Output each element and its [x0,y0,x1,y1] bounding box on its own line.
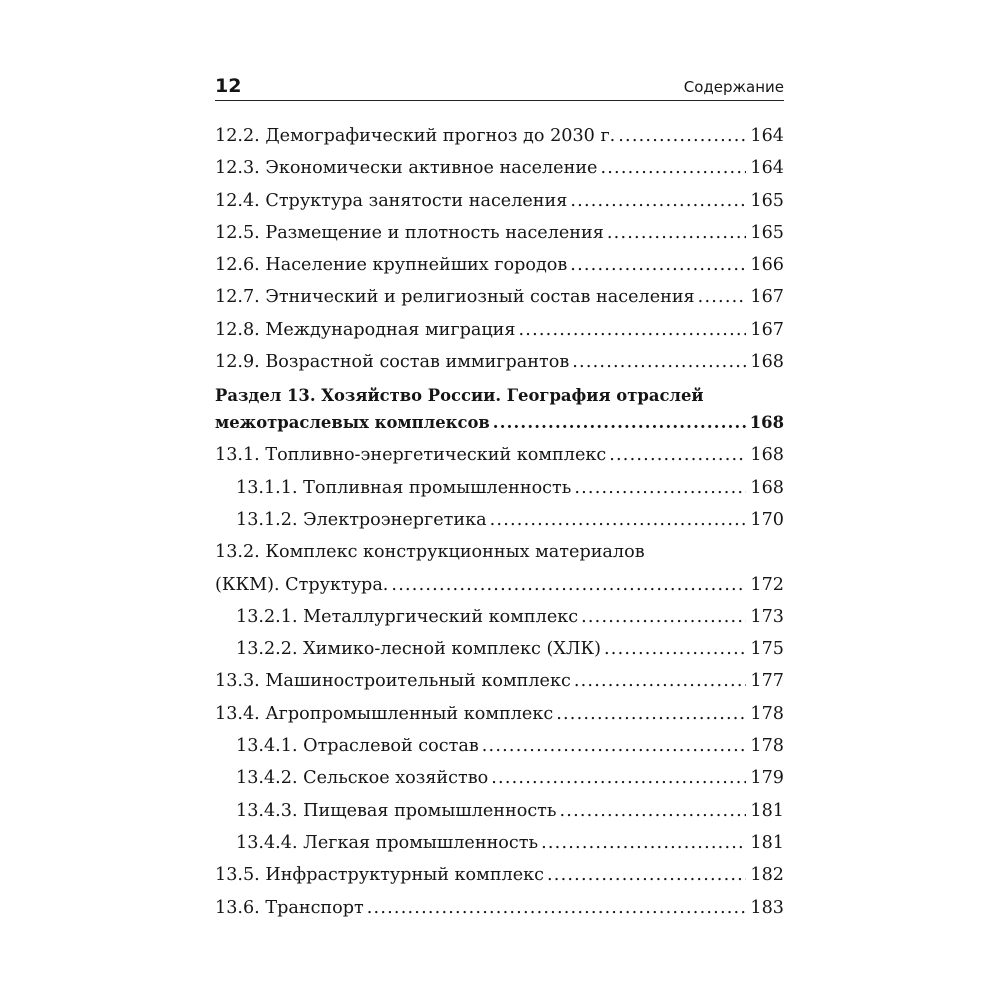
toc-entry-title: 13.1.1. Топливная промышленность [236,477,572,498]
toc-entry [215,314,784,346]
toc-entry-page-number: 181 [750,832,784,853]
toc-entry [215,698,784,730]
toc-entry-page-number: 168 [750,352,784,373]
table-of-contents [215,120,784,924]
toc-entry [215,185,784,217]
toc-entry-page-number: 178 [750,703,784,724]
toc-entry [215,217,784,249]
toc-entry-row [215,698,784,730]
toc-entry-title: 13.2.2. Химико-лесной комплекс (ХЛК) [236,639,602,660]
dot-leader [574,665,747,697]
dot-leader [600,152,746,184]
dot-leader [698,281,747,313]
toc-entry [215,281,784,313]
dot-leader [490,504,747,536]
dot-leader [541,827,746,859]
toc-entry-page-number: 167 [750,287,784,308]
toc-entry-title: 12.8. Международная миграция [215,319,516,340]
dot-leader [491,762,746,794]
toc-entry-page-number: 168 [750,445,784,466]
toc-entry-row [215,439,784,471]
dot-leader [493,409,746,436]
toc-entry-page-number: 178 [750,736,784,757]
toc-entry [215,346,784,378]
dot-leader [519,314,747,346]
toc-entry-page-number: 165 [750,190,784,211]
toc-entry-title-line1: Раздел 13. Хозяйство России. География отраслей [215,386,704,406]
toc-entry-page-number: 175 [750,639,784,660]
toc-entry-title: 12.6. Население крупнейших городов [215,255,568,276]
toc-entry-page-number: 166 [750,255,784,276]
toc-entry-page-number: 170 [750,509,784,530]
toc-entry-row [236,730,784,762]
toc-entry-title: 12.3. Экономически активное население [215,158,598,179]
toc-entry [215,504,784,536]
toc-entry-page-number: 168 [750,477,784,498]
toc-entry-page-number: 173 [750,606,784,627]
dot-leader [604,633,746,665]
toc-entry-title: 13.4. Агропромышленный комплекс [215,703,554,724]
dot-leader [572,346,746,378]
toc-entry-row [215,859,784,891]
toc-entry [215,859,784,891]
toc-entry [215,536,784,601]
toc-entry-row [236,472,784,504]
dot-leader [547,859,746,891]
toc-entry-title: 13.2.1. Металлургический комплекс [236,606,579,627]
toc-entry [215,892,784,924]
dot-leader [391,569,746,601]
toc-entry-title: 13.1.2. Электроэнергетика [236,509,487,530]
toc-entry [215,730,784,762]
dot-leader [367,892,747,924]
toc-entry-page-number: 177 [750,671,784,692]
toc-entry-row [215,569,784,601]
dot-leader [560,795,747,827]
toc-entry-title: (ККМ). Структура. [215,574,389,595]
toc-entry [215,827,784,859]
toc-entry-row [236,795,784,827]
toc-entry-row [215,249,784,281]
dot-leader [574,472,746,504]
toc-entry [215,439,784,471]
page-header [215,74,784,100]
toc-entry-title: 13.1. Топливно-энергетический комплекс [215,445,607,466]
toc-entry-row [215,120,784,152]
dot-leader [618,120,746,152]
toc-entry-row [215,665,784,697]
toc-entry [215,633,784,665]
page-number: 12 [215,75,242,97]
toc-entry-page-number: 164 [750,126,784,146]
toc-entry-title: 12.7. Этнический и религиозный состав населения [215,287,695,308]
toc-entry-title: 12.2. Демографический прогноз до 2030 г. [215,126,616,146]
toc-entry-title-line1: 13.2. Комплекс конструкционных материалов [215,542,645,563]
running-title: Содержание [683,78,784,96]
toc-entry-page-number: 181 [750,800,784,821]
toc-entry-title: 13.4.3. Пищевая промышленность [236,800,557,821]
toc-entry-row [215,217,784,249]
toc-entry-page-number: 164 [750,158,784,179]
dot-leader [581,601,746,633]
toc-entry-title: 12.9. Возрастной состав иммигрантов [215,352,570,373]
toc-entry-title: 12.4. Структура занятости населения [215,190,568,211]
dot-leader [609,439,746,471]
toc-entry-row [215,892,784,924]
toc-section-heading [215,378,784,438]
toc-entry-page-number: 183 [750,897,784,918]
toc-entry-row [215,152,784,184]
toc-entry-title: 13.4.1. Отраслевой состав [236,736,479,757]
toc-entry-page-number: 168 [749,413,784,433]
toc-entry-row [236,827,784,859]
toc-entry-title: 13.4.2. Сельское хозяйство [236,768,489,789]
toc-entry-page-number: 167 [750,319,784,340]
toc-entry-row [215,314,784,346]
toc-entry [215,795,784,827]
toc-entry [215,152,784,184]
toc-entry-row [236,633,784,665]
toc-entry-title: 12.5. Размещение и плотность населения [215,222,604,243]
toc-entry [215,601,784,633]
toc-entry-page-number: 179 [750,768,784,789]
toc-entry [215,472,784,504]
toc-entry [215,120,784,152]
toc-entry-row [215,346,784,378]
toc-entry-row [215,409,784,436]
toc-entry-row [215,185,784,217]
toc-entry-row [236,762,784,794]
dot-leader [570,185,746,217]
toc-entry-page-number: 172 [750,574,784,595]
toc-entry [215,665,784,697]
toc-entry-row [236,601,784,633]
toc-entry-title: межотраслевых комплексов [215,413,490,433]
header-rule [215,100,784,101]
dot-leader [570,249,746,281]
dot-leader [482,730,747,762]
toc-entry-title: 13.3. Машиностроительный комплекс [215,671,571,692]
toc-entry [215,249,784,281]
toc-entry-row [236,504,784,536]
toc-entry-title: 13.6. Транспорт [215,897,364,918]
toc-entry-row [215,281,784,313]
dot-leader [556,698,746,730]
toc-entry-page-number: 182 [750,865,784,886]
dot-leader [607,217,747,249]
toc-entry-page-number: 165 [750,222,784,243]
toc-entry [215,762,784,794]
toc-entry-title: 13.5. Инфраструктурный комплекс [215,865,544,886]
toc-entry-title: 13.4.4. Легкая промышленность [236,832,539,853]
